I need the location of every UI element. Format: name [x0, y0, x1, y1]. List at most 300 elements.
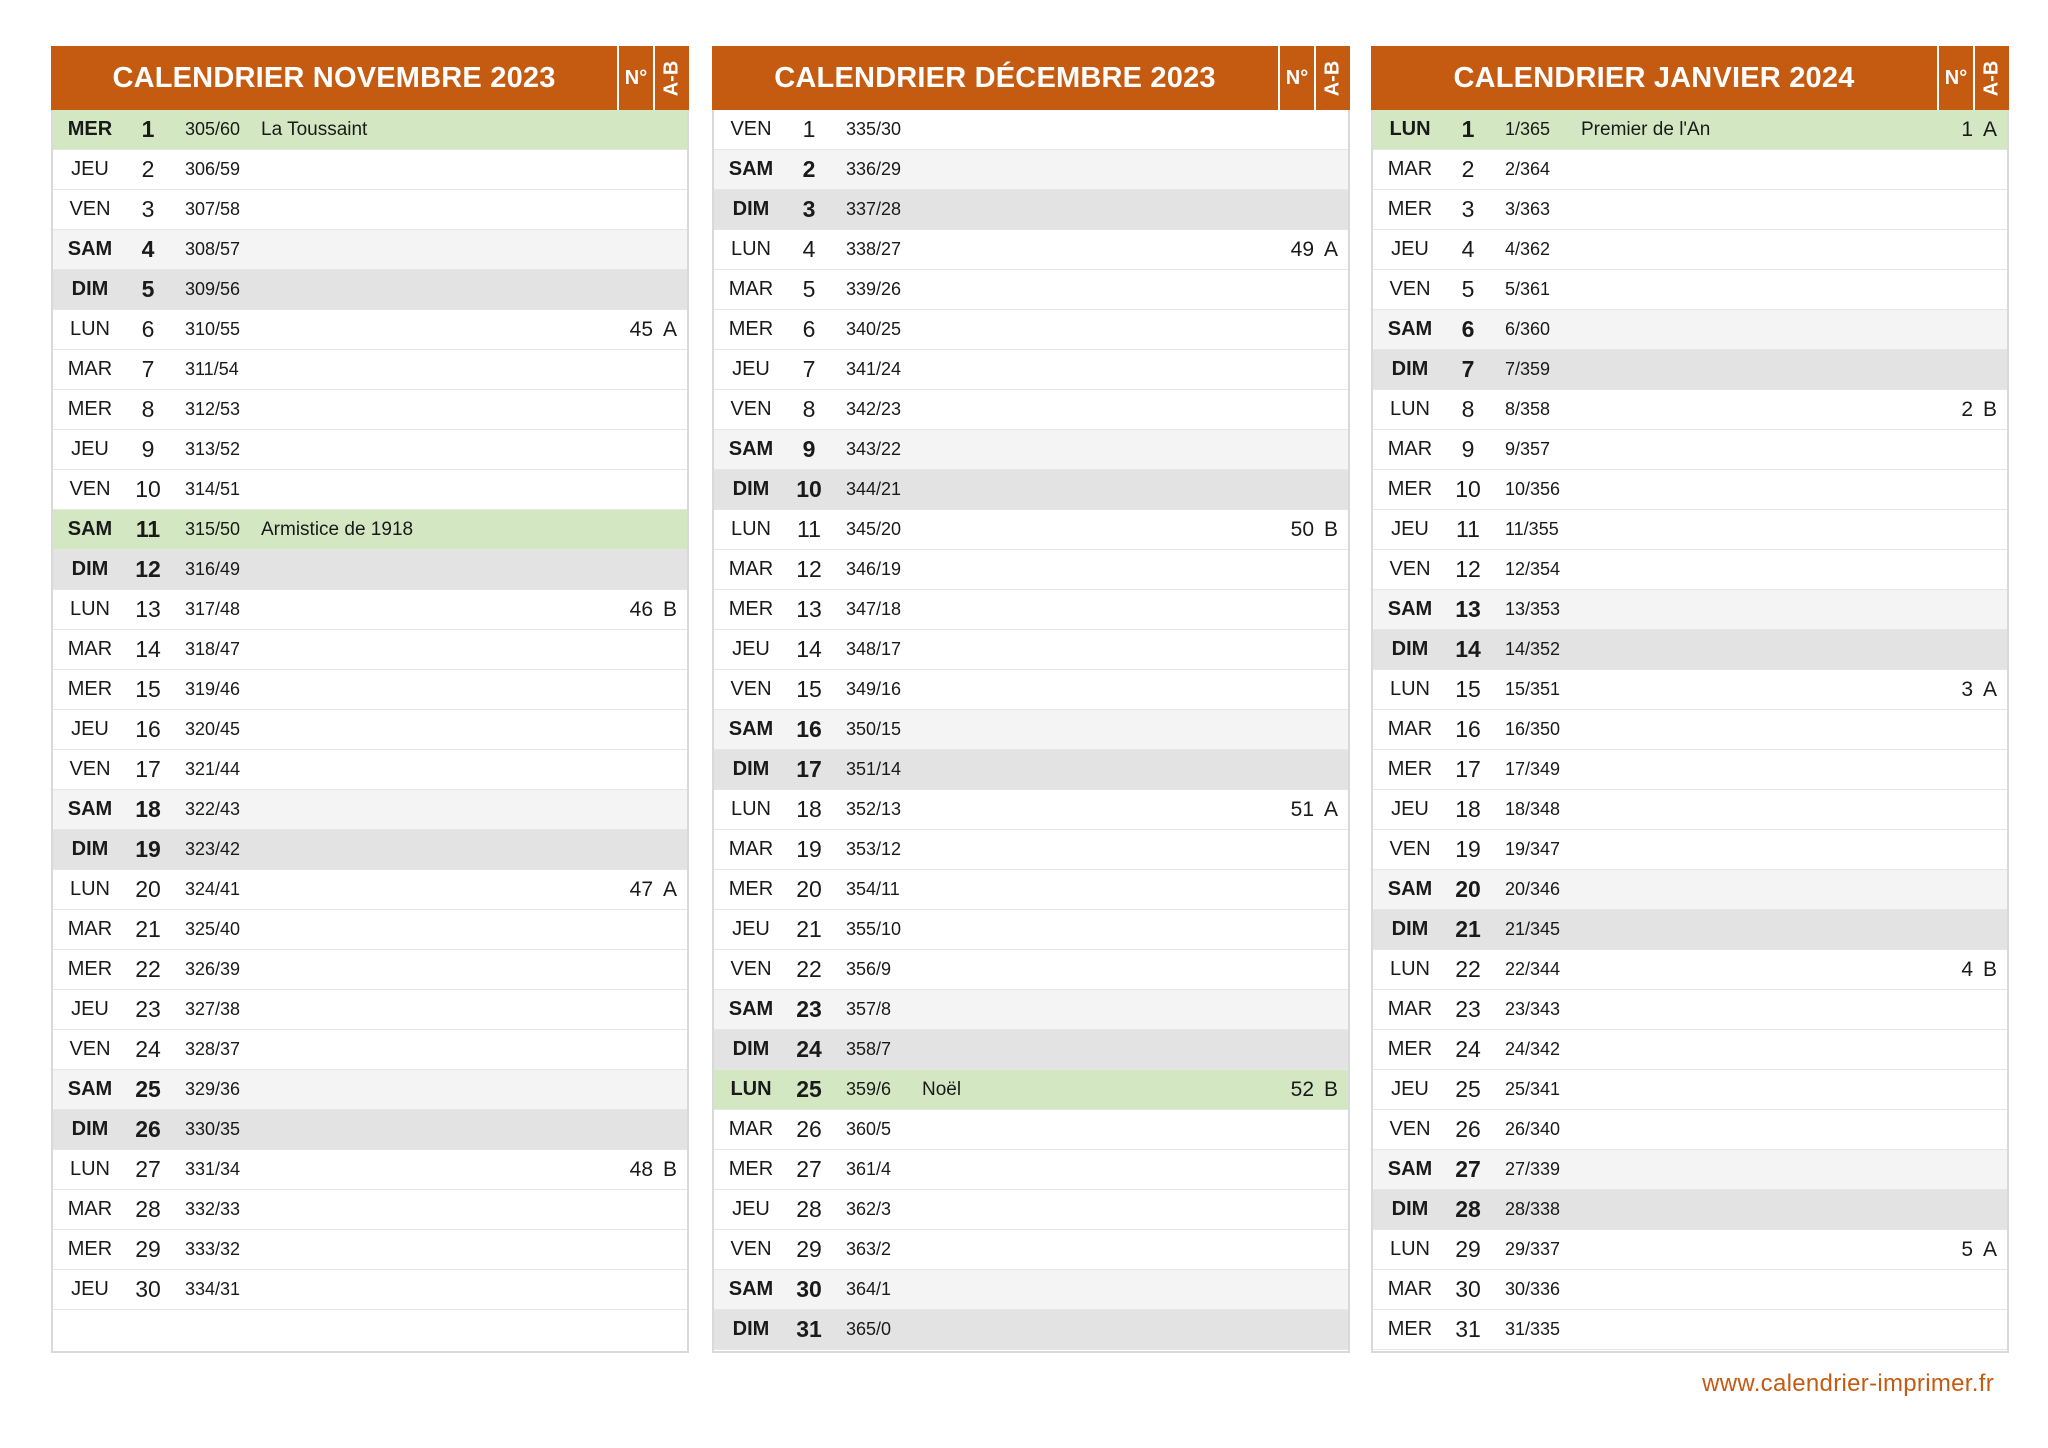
day-of-week: MAR — [1387, 718, 1433, 740]
day-number: 16 — [135, 716, 161, 742]
day-list — [1373, 110, 2007, 1350]
day-of-year: 326/39 — [185, 959, 241, 979]
day-of-year: 310/55 — [185, 319, 241, 339]
day-row — [714, 750, 1348, 790]
day-row — [53, 310, 687, 350]
day-of-week: MAR — [728, 558, 774, 580]
day-of-year: 362/3 — [846, 1199, 892, 1219]
day-of-year: 333/32 — [185, 1239, 241, 1259]
day-of-year: 9/357 — [1505, 439, 1551, 459]
day-of-year: 334/31 — [185, 1279, 241, 1299]
day-of-year: 357/8 — [846, 999, 892, 1019]
day-of-year: 30/336 — [1505, 1279, 1561, 1299]
day-number: 18 — [1455, 796, 1481, 822]
week-number: 3 — [1961, 677, 1973, 701]
week-number: 51 — [1290, 797, 1314, 821]
week-number: 48 — [629, 1157, 653, 1181]
day-number: 20 — [135, 876, 161, 902]
day-number: 30 — [1455, 1276, 1481, 1302]
month-january-2024 — [1371, 46, 2009, 1353]
day-row — [1373, 1030, 2007, 1070]
day-of-week: MER — [67, 398, 113, 420]
day-of-year: 26/340 — [1505, 1119, 1561, 1139]
day-of-week: LUN — [1389, 1238, 1430, 1260]
day-of-week: VEN — [69, 478, 111, 500]
day-number: 2 — [802, 156, 816, 182]
day-of-week: VEN — [1389, 278, 1431, 300]
day-of-week: SAM — [67, 798, 113, 820]
day-of-week: DIM — [1391, 918, 1429, 940]
day-number: 20 — [796, 876, 822, 902]
day-of-year: 7/359 — [1505, 359, 1551, 379]
ab-week: B — [1323, 517, 1338, 541]
day-row — [714, 1270, 1348, 1310]
day-number: 22 — [1455, 956, 1481, 982]
day-row — [1373, 190, 2007, 230]
day-list — [53, 110, 687, 1350]
ab-week: A — [1982, 1237, 1997, 1261]
day-of-year: 13/353 — [1505, 599, 1561, 619]
day-of-week: VEN — [69, 758, 111, 780]
day-number: 23 — [1455, 996, 1481, 1022]
day-number: 27 — [796, 1156, 822, 1182]
day-of-year: 317/48 — [185, 599, 241, 619]
day-number: 4 — [1461, 236, 1475, 262]
day-number: 30 — [796, 1276, 822, 1302]
day-row — [1373, 150, 2007, 190]
day-of-week: SAM — [728, 438, 774, 460]
day-of-week: DIM — [71, 558, 109, 580]
day-of-year: 17/349 — [1505, 759, 1561, 779]
day-of-year: 328/37 — [185, 1039, 241, 1059]
day-number: 15 — [1455, 676, 1481, 702]
day-row — [714, 1310, 1348, 1350]
day-of-week: JEU — [71, 1278, 109, 1300]
day-row — [714, 870, 1348, 910]
day-row — [1373, 790, 2007, 830]
day-row — [1373, 950, 2007, 990]
holiday-name: Noël — [922, 1078, 962, 1100]
day-of-year: 331/34 — [185, 1159, 241, 1179]
day-of-year: 341/24 — [846, 359, 902, 379]
day-of-year: 19/347 — [1505, 839, 1561, 859]
month-header — [51, 46, 689, 110]
day-number: 31 — [796, 1316, 822, 1342]
day-number: 29 — [135, 1236, 161, 1262]
day-of-year: 322/43 — [185, 799, 241, 819]
day-of-week: SAM — [728, 998, 774, 1020]
day-of-week: LUN — [69, 1158, 110, 1180]
day-of-week: MER — [67, 1238, 113, 1260]
ab-week: B — [662, 1157, 677, 1181]
day-row — [53, 190, 687, 230]
day-of-year: 5/361 — [1505, 279, 1551, 299]
day-of-week: DIM — [1391, 638, 1429, 660]
day-of-week: VEN — [1389, 1118, 1431, 1140]
day-number: 19 — [135, 836, 161, 862]
day-number: 12 — [1455, 556, 1481, 582]
day-of-year: 329/36 — [185, 1079, 241, 1099]
day-number: 23 — [796, 996, 822, 1022]
day-row — [53, 1150, 687, 1190]
ab-week: A — [1323, 237, 1338, 261]
day-number: 26 — [1455, 1116, 1481, 1142]
day-number: 29 — [1455, 1236, 1481, 1262]
day-of-year: 339/26 — [846, 279, 902, 299]
ab-week: A — [1982, 677, 1997, 701]
day-row — [1373, 230, 2007, 270]
day-number: 16 — [796, 716, 822, 742]
ab-week: B — [1323, 1077, 1338, 1101]
day-row — [1373, 350, 2007, 390]
day-of-year: 20/346 — [1505, 879, 1561, 899]
day-of-year: 356/9 — [846, 959, 892, 979]
day-of-week: DIM — [1391, 358, 1429, 380]
ab-week: A — [1323, 797, 1338, 821]
week-number: 50 — [1290, 517, 1314, 541]
day-of-week: JEU — [71, 718, 109, 740]
day-of-year: 315/50 — [185, 519, 241, 539]
day-of-week: JEU — [1391, 1078, 1429, 1100]
day-row — [1373, 510, 2007, 550]
day-row — [714, 430, 1348, 470]
day-row — [53, 910, 687, 950]
day-number: 21 — [135, 916, 161, 942]
day-of-week: SAM — [1387, 878, 1433, 900]
day-row — [53, 950, 687, 990]
day-number: 9 — [141, 436, 155, 462]
day-of-week: SAM — [728, 1278, 774, 1300]
day-of-week: JEU — [732, 918, 770, 940]
day-number: 20 — [1455, 876, 1481, 902]
day-of-week: LUN — [69, 318, 110, 340]
day-of-year: 360/5 — [846, 1119, 892, 1139]
month-title: CALENDRIER NOVEMBRE 2023 — [112, 61, 556, 94]
day-number: 2 — [1461, 156, 1475, 182]
day-row — [1373, 990, 2007, 1030]
day-row — [1373, 910, 2007, 950]
day-number: 19 — [1455, 836, 1481, 862]
day-row — [1373, 270, 2007, 310]
day-of-year: 8/358 — [1505, 399, 1551, 419]
day-of-week: VEN — [1389, 558, 1431, 580]
holiday-name: Armistice de 1918 — [261, 518, 414, 540]
day-row — [53, 1110, 687, 1150]
day-row — [1373, 310, 2007, 350]
week-number: 52 — [1290, 1077, 1314, 1101]
day-of-year: 6/360 — [1505, 319, 1551, 339]
day-number: 12 — [796, 556, 822, 582]
day-row — [1373, 710, 2007, 750]
day-of-year: 327/38 — [185, 999, 241, 1019]
day-row — [714, 510, 1348, 550]
week-number: 46 — [629, 597, 653, 621]
day-row — [714, 110, 1348, 150]
day-row — [1373, 1270, 2007, 1310]
day-number: 5 — [141, 276, 155, 302]
day-row — [714, 390, 1348, 430]
day-number: 13 — [135, 596, 161, 622]
day-of-week: SAM — [1387, 598, 1433, 620]
day-of-year: 359/6 — [846, 1079, 892, 1099]
day-of-year: 22/344 — [1505, 959, 1561, 979]
day-of-week: JEU — [1391, 518, 1429, 540]
day-of-year: 330/35 — [185, 1119, 241, 1139]
day-of-year: 27/339 — [1505, 1159, 1561, 1179]
day-of-year: 345/20 — [846, 519, 902, 539]
day-of-week: LUN — [69, 598, 110, 620]
day-of-year: 12/354 — [1505, 559, 1561, 579]
day-number: 26 — [135, 1116, 161, 1142]
day-of-year: 332/33 — [185, 1199, 241, 1219]
day-of-week: DIM — [732, 478, 770, 500]
day-number: 28 — [135, 1196, 161, 1222]
day-number: 1 — [802, 116, 816, 142]
week-number-header: N° — [617, 46, 653, 110]
day-number: 8 — [1461, 396, 1475, 422]
ab-week: B — [1982, 397, 1997, 421]
day-of-year: 338/27 — [846, 239, 902, 259]
day-row — [714, 1190, 1348, 1230]
day-of-week: VEN — [730, 958, 772, 980]
day-of-year: 349/16 — [846, 679, 902, 699]
day-row — [53, 790, 687, 830]
day-of-week: MER — [728, 1158, 774, 1180]
day-of-year: 324/41 — [185, 879, 241, 899]
day-of-week: LUN — [730, 1078, 772, 1100]
day-of-year: 319/46 — [185, 679, 241, 699]
ab-week: A — [662, 877, 677, 901]
day-number: 11 — [135, 516, 161, 542]
day-row — [1373, 590, 2007, 630]
day-row — [1373, 110, 2007, 150]
week-number: 1 — [1961, 117, 1973, 141]
day-row — [53, 510, 687, 550]
day-row — [53, 1070, 687, 1110]
day-number: 10 — [796, 476, 822, 502]
day-row — [53, 470, 687, 510]
day-number: 28 — [1455, 1196, 1481, 1222]
empty-row — [53, 1310, 687, 1350]
day-of-year: 29/337 — [1505, 1239, 1561, 1259]
day-of-year: 21/345 — [1505, 919, 1561, 939]
day-number: 24 — [135, 1036, 161, 1062]
day-number: 28 — [796, 1196, 822, 1222]
day-row — [714, 590, 1348, 630]
week-number-header: N° — [1937, 46, 1973, 110]
day-row — [53, 630, 687, 670]
month-title: CALENDRIER JANVIER 2024 — [1453, 61, 1855, 94]
day-row — [714, 790, 1348, 830]
day-row — [1373, 1310, 2007, 1350]
day-of-week: SAM — [728, 718, 774, 740]
day-of-year: 307/58 — [185, 199, 241, 219]
day-of-week: DIM — [1391, 1198, 1429, 1220]
day-number: 13 — [1455, 596, 1481, 622]
day-row — [53, 350, 687, 390]
day-of-week: JEU — [732, 358, 770, 380]
day-row — [53, 670, 687, 710]
day-of-week: MER — [1387, 1038, 1433, 1060]
day-of-week: DIM — [71, 838, 109, 860]
week-number: 4 — [1961, 957, 1973, 981]
day-row — [1373, 1070, 2007, 1110]
day-of-week: MER — [1387, 478, 1433, 500]
day-of-week: VEN — [730, 678, 772, 700]
day-row — [1373, 750, 2007, 790]
day-number: 5 — [1461, 276, 1475, 302]
day-of-year: 346/19 — [846, 559, 902, 579]
day-number: 7 — [1461, 356, 1475, 382]
day-row — [714, 350, 1348, 390]
ab-header-label: A-B — [1321, 60, 1344, 96]
day-of-year: 1/365 — [1505, 119, 1551, 139]
day-row — [1373, 1110, 2007, 1150]
day-of-year: 354/11 — [846, 879, 900, 899]
day-row — [53, 150, 687, 190]
day-row — [1373, 430, 2007, 470]
day-of-week: MER — [1387, 198, 1433, 220]
footer-url[interactable]: www.calendrier-imprimer.fr — [1702, 1370, 1994, 1397]
day-row — [1373, 630, 2007, 670]
day-row — [714, 950, 1348, 990]
day-of-year: 350/15 — [846, 719, 902, 739]
day-number: 6 — [141, 316, 155, 342]
day-row — [714, 310, 1348, 350]
day-of-year: 342/23 — [846, 399, 902, 419]
ab-week: A — [1982, 117, 1997, 141]
day-of-year: 347/18 — [846, 599, 902, 619]
day-number: 6 — [802, 316, 816, 342]
day-of-year: 16/350 — [1505, 719, 1561, 739]
day-row — [714, 190, 1348, 230]
day-number: 25 — [1455, 1076, 1481, 1102]
day-row — [53, 710, 687, 750]
day-of-year: 314/51 — [185, 479, 241, 499]
day-of-year: 18/348 — [1505, 799, 1561, 819]
day-row — [53, 550, 687, 590]
day-row — [53, 430, 687, 470]
day-of-week: VEN — [69, 1038, 111, 1060]
day-of-year: 320/45 — [185, 719, 241, 739]
day-number: 4 — [141, 236, 155, 262]
ab-week: B — [662, 597, 677, 621]
day-of-year: 316/49 — [185, 559, 241, 579]
day-of-year: 10/356 — [1505, 479, 1561, 499]
day-of-week: MER — [67, 678, 113, 700]
day-number: 17 — [1455, 756, 1481, 782]
day-number: 10 — [135, 476, 161, 502]
day-of-year: 340/25 — [846, 319, 902, 339]
day-of-week: VEN — [730, 1238, 772, 1260]
day-number: 14 — [135, 636, 161, 662]
day-of-week: MER — [1387, 758, 1433, 780]
day-of-week: MER — [728, 318, 774, 340]
day-number: 4 — [802, 236, 816, 262]
day-number: 30 — [135, 1276, 161, 1302]
day-number: 8 — [802, 396, 816, 422]
day-number: 8 — [141, 396, 155, 422]
day-row — [53, 230, 687, 270]
day-of-week: LUN — [1389, 678, 1430, 700]
day-of-year: 318/47 — [185, 639, 241, 659]
day-of-week: JEU — [1391, 238, 1429, 260]
day-of-year: 361/4 — [846, 1159, 892, 1179]
day-of-week: LUN — [730, 238, 771, 260]
day-of-week: DIM — [732, 758, 770, 780]
week-number: 45 — [629, 317, 653, 341]
day-row — [1373, 550, 2007, 590]
day-number: 24 — [1455, 1036, 1481, 1062]
day-of-week: JEU — [732, 1198, 770, 1220]
day-of-week: MAR — [728, 278, 774, 300]
ab-header — [653, 46, 689, 110]
day-of-year: 25/341 — [1505, 1079, 1561, 1099]
day-of-year: 308/57 — [185, 239, 241, 259]
day-number: 14 — [796, 636, 822, 662]
day-of-week: MAR — [1387, 158, 1433, 180]
day-row — [714, 830, 1348, 870]
day-number: 26 — [796, 1116, 822, 1142]
day-of-week: MER — [67, 958, 113, 980]
day-number: 15 — [796, 676, 822, 702]
day-number: 27 — [135, 1156, 161, 1182]
day-number: 22 — [135, 956, 161, 982]
day-of-year: 353/12 — [846, 839, 902, 859]
day-of-year: 355/10 — [846, 919, 902, 939]
day-of-week: MER — [1387, 1318, 1433, 1340]
day-of-year: 323/42 — [185, 839, 241, 859]
day-row — [53, 390, 687, 430]
day-of-week: SAM — [67, 518, 113, 540]
ab-header — [1314, 46, 1350, 110]
day-of-year: 312/53 — [185, 399, 241, 419]
day-number: 2 — [141, 156, 155, 182]
day-of-week: JEU — [1391, 798, 1429, 820]
day-row — [53, 590, 687, 630]
day-row — [714, 470, 1348, 510]
day-of-week: VEN — [730, 398, 772, 420]
day-of-week: SAM — [67, 1078, 113, 1100]
day-of-year: 365/0 — [846, 1319, 892, 1339]
day-of-year: 306/59 — [185, 159, 241, 179]
day-of-year: 2/364 — [1505, 159, 1551, 179]
day-of-year: 24/342 — [1505, 1039, 1561, 1059]
day-of-week: MAR — [728, 838, 774, 860]
day-row — [714, 630, 1348, 670]
day-number: 13 — [796, 596, 822, 622]
day-number: 21 — [796, 916, 822, 942]
day-number: 31 — [1455, 1316, 1481, 1342]
day-of-year: 15/351 — [1505, 679, 1561, 699]
day-of-year: 348/17 — [846, 639, 902, 659]
day-number: 6 — [1461, 316, 1475, 342]
holiday-name: La Toussaint — [261, 118, 368, 140]
day-number: 15 — [135, 676, 161, 702]
day-of-year: 31/335 — [1505, 1319, 1561, 1339]
week-number: 5 — [1961, 1237, 1973, 1261]
day-of-year: 363/2 — [846, 1239, 892, 1259]
day-of-week: LUN — [1389, 118, 1431, 140]
day-row — [714, 230, 1348, 270]
day-number: 21 — [1455, 916, 1481, 942]
day-row — [714, 150, 1348, 190]
day-row — [714, 1110, 1348, 1150]
day-of-week: LUN — [730, 518, 771, 540]
day-row — [714, 1230, 1348, 1270]
day-of-week: DIM — [71, 1118, 109, 1140]
day-of-year: 23/343 — [1505, 999, 1561, 1019]
